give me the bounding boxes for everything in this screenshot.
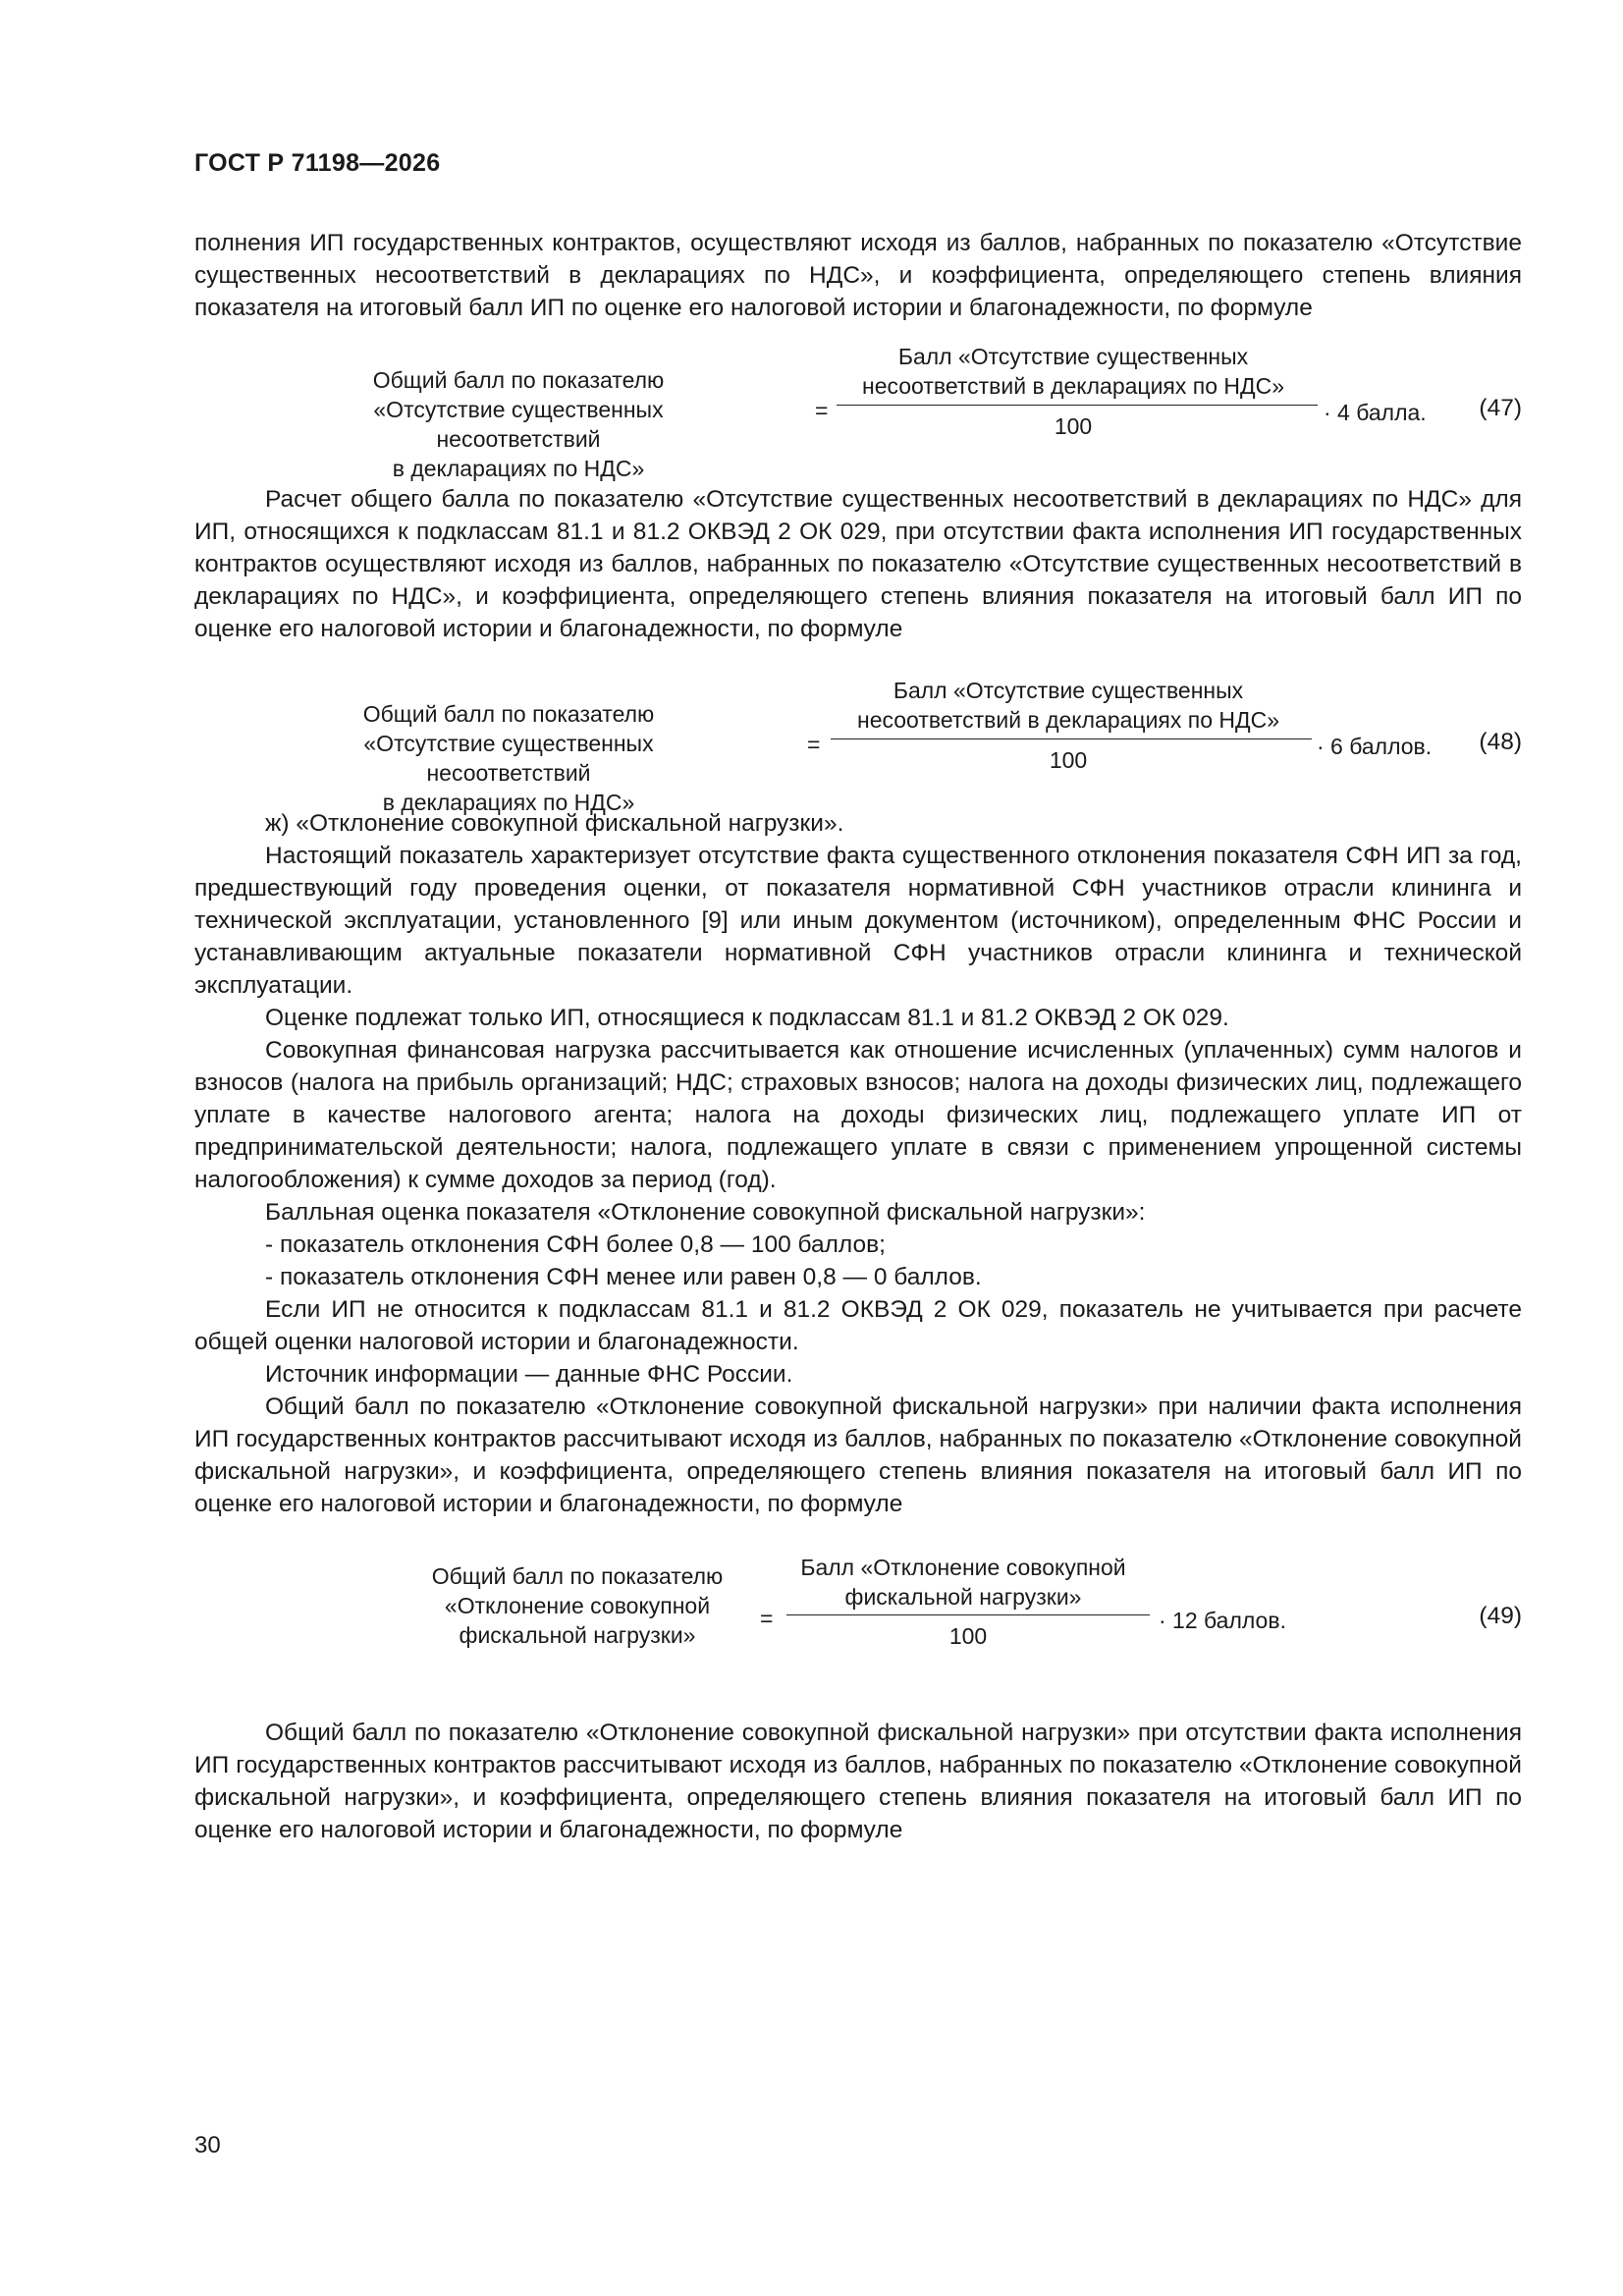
paragraph: Общий балл по показателю «Отклонение совокупной фискальной нагрузки» при наличии факта исполнения ИП государственных контрактов рассчитывают исходя из баллов, набранных по показателю «Отклонение совокупной фискальной нагрузки», и коэффициента, определяющего степень влияния показателя на итоговый балл ИП по оценке его налоговой истории и благонадежности, по формуле: [194, 1394, 1522, 1517]
paragraph: Балльная оценка показателя «Отклонение совокупной фискальной нагрузки»:: [265, 1199, 1146, 1226]
paragraph: Источник информации — данные ФНС России.: [265, 1361, 793, 1388]
equals-sign: =: [807, 732, 821, 757]
formula-multiplier: · 4 балла.: [1324, 400, 1427, 425]
formula-49: [194, 1520, 1522, 1717]
formula-number: (47): [1479, 395, 1522, 421]
formula-numerator: Балл «Отклонение совокупной фискальной нагрузки»: [800, 1555, 1126, 1610]
fraction-bar: [837, 405, 1318, 406]
formula-multiplier: · 12 баллов.: [1159, 1608, 1286, 1633]
formula-number: (48): [1479, 729, 1522, 755]
formula-denominator: 100: [1049, 747, 1088, 773]
formula-number: (49): [1479, 1603, 1522, 1629]
equals-sign: =: [815, 398, 829, 423]
document-header: ГОСТ Р 71198—2026: [194, 149, 441, 177]
formula-47: [194, 324, 1522, 483]
formula-denominator: 100: [948, 1623, 988, 1649]
list-item: - показатель отклонения СФН менее или равен 0,8 — 0 баллов.: [265, 1264, 982, 1290]
fraction-bar: [786, 1614, 1150, 1615]
formula-48: [194, 645, 1522, 815]
formula-numerator: Балл «Отсутствие существенных несоответствий в декларациях по НДС»: [857, 678, 1279, 733]
paragraph: Оценке подлежат только ИП, относящиеся к подклассам 81.1 и 81.2 ОКВЭД 2 ОК 029.: [265, 1005, 1229, 1031]
formula-denominator: 100: [1054, 413, 1093, 439]
fraction-bar: [831, 738, 1312, 739]
paragraph: Расчет общего балла по показателю «Отсутствие существенных несоответствий в декларациях по НДС» для ИП, относящихся к подклассам 81.1 и 81.2 ОКВЭД 2 ОК 029, при отсутствии факта исполнения ИП государственных контрактов осуществляют исходя из баллов, набранных по показателю «Отсутствие существенных несоответствий в декларациях по НДС», и коэффициента, определяющего степень влияния показателя на итоговый балл ИП по оценке его налоговой истории и благонадежности, по формуле: [194, 486, 1522, 642]
formula-lhs: Общий балл по показателю «Отклонение совокупной фискальной нагрузки»: [431, 1563, 724, 1648]
formula-lhs: Общий балл по показателю «Отсутствие существенных несоответствий в декларациях по НДС»: [362, 701, 655, 815]
formula-lhs: Общий балл по показателю «Отсутствие существенных несоответствий в декларациях по НДС»: [372, 367, 665, 481]
formula-multiplier: · 6 баллов.: [1317, 734, 1433, 759]
paragraph: Настоящий показатель характеризует отсутствие факта существенного отклонения показателя СФН ИП за год, предшествующий году проведения оценки, от показателя нормативной СФН участников отрасли клининга и технической эксплуатации, установленного [9] или иным документом (источником), определенным ФНС России и устанавливающим актуальные показатели нормативной СФН участников отрасли клининга и технической эксплуатации.: [194, 843, 1522, 999]
page-body: [194, 227, 1522, 1846]
formula-numerator: Балл «Отсутствие существенных несоответствий в декларациях по НДС»: [862, 344, 1284, 399]
page-number: 30: [194, 2132, 221, 2159]
paragraph: Совокупная финансовая нагрузка рассчитывается как отношение исчисленных (уплаченных) сумм налогов и взносов (налога на прибыль организаций; НДС; страховых взносов; налога на доходы физических лиц, подлежащего уплате в качестве налогового агента; налога на доходы физических лиц, подлежащего уплате ИП от предпринимательской деятельности; налога, подлежащего уплате в связи с применением упрощенной системы налогообложения) к сумме доходов за период (год).: [194, 1037, 1522, 1193]
list-item: ж) «Отклонение совокупной фискальной нагрузки».: [265, 810, 844, 837]
list-item: - показатель отклонения СФН более 0,8 — 100 баллов;: [265, 1231, 886, 1258]
paragraph: полнения ИП государственных контрактов, осуществляют исходя из баллов, набранных по показателю «Отсутствие существенных несоответствий в декларациях по НДС», и коэффициента, определяющего степень влияния показателя на итоговый балл ИП по оценке его налоговой истории и благонадежности, по формуле: [194, 230, 1522, 321]
equals-sign: =: [760, 1606, 774, 1631]
paragraph: Если ИП не относится к подклассам 81.1 и 81.2 ОКВЭД 2 ОК 029, показатель не учитывается при расчете общей оценки налоговой истории и благонадежности.: [194, 1296, 1522, 1355]
paragraph: Общий балл по показателю «Отклонение совокупной фискальной нагрузки» при отсутствии факта исполнения ИП государственных контрактов рассчитывают исходя из баллов, набранных по показателю «Отклонение совокупной фискальной нагрузки», и коэффициента, определяющего степень влияния показателя на итоговый балл ИП по оценке его налоговой истории и благонадежности, по формуле: [194, 1720, 1522, 1843]
